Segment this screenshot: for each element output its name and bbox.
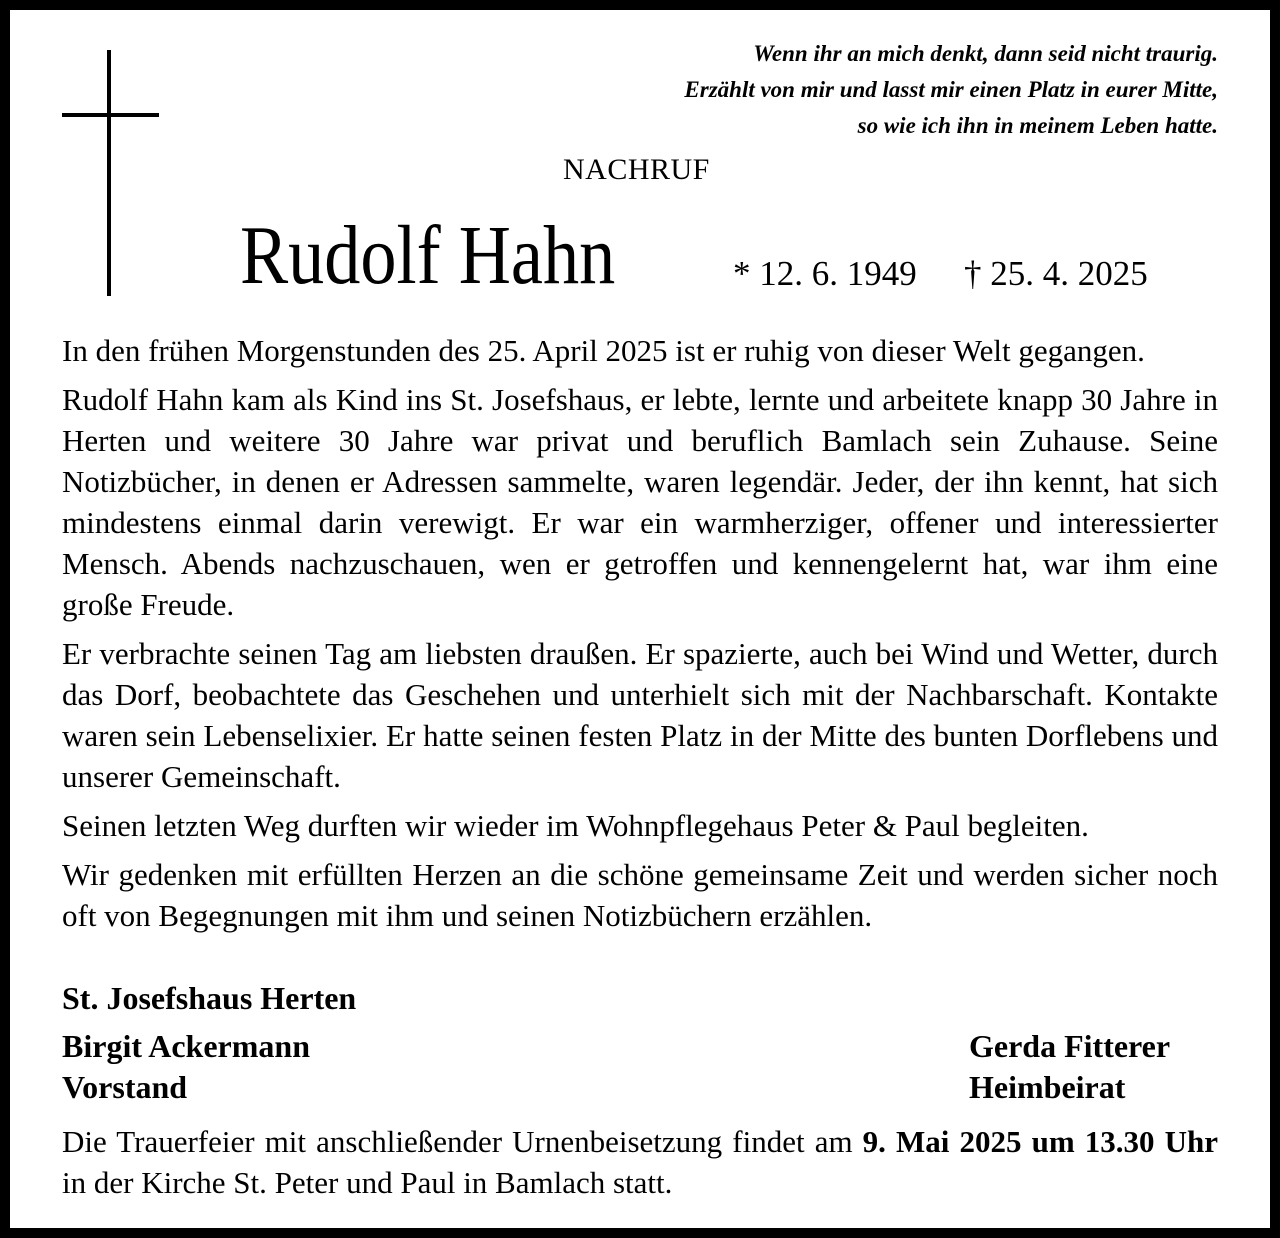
cross-horizontal-bar (62, 113, 159, 117)
paragraph: Er verbrachte seinen Tag am liebsten draußen. Er spazierte, auch bei Wind und Wetter, durch das Dorf, beobachtete das Geschehen und unterhielt sich mit der Nachbarschaft. Kontakte waren sein Lebenselixier. Er hatte seinen festen Platz in der Mitte des bunten Dorflebens und unserer Gemeinschaft. (62, 636, 1218, 794)
motto-line: Wenn ihr an mich denkt, dann seid nicht traurig. (753, 41, 1218, 66)
heading-nachruf: NACHRUF (563, 153, 710, 186)
death-date: † 25. 4. 2025 (964, 254, 1148, 293)
motto-line: so wie ich ihn in meinem Leben hatte. (857, 113, 1218, 138)
signature-left (62, 1026, 310, 1108)
paragraph: Seinen letzten Weg durften wir wieder im Wohnpflegehaus Peter & Paul begleiten. (62, 808, 1089, 843)
funeral-date: 9. Mai 2025 (862, 1124, 1022, 1159)
motto-line: Erzählt von mir und lasst mir einen Platz in eurer Mitte, (684, 77, 1218, 102)
funeral-notice (62, 1121, 1218, 1203)
paragraph: Wir gedenken mit erfüllten Herzen an die schöne gemeinsame Zeit und werden sicher noch oft von Begegnungen mit ihm und seinen Notizbüchern erzählen. (62, 857, 1218, 933)
signature-organization: St. Josefshaus Herten (62, 980, 357, 1016)
motto-verse (684, 36, 1218, 144)
signatory-name: Birgit Ackermann (62, 1028, 310, 1064)
signatory-role: Vorstand (62, 1069, 188, 1105)
funeral-time: um 13.30 Uhr (1031, 1124, 1219, 1159)
funeral-text: in der Kirche St. Peter und Paul in Bamlach statt. (62, 1165, 673, 1200)
cross-vertical-bar (107, 50, 111, 296)
paragraph: Rudolf Hahn kam als Kind ins St. Josefshaus, er lebte, lernte und arbeitete knapp 30 Jahre in Herten und weitere 30 Jahre war privat und beruflich Bamlach sein Zuhause. Seine Notizbücher, in denen er Adressen sammelte, waren legendär. Jeder, der ihn kennt, hat sich mindestens einmal darin verewigt. Er war ein warmherziger, offener und interessierter Mensch. Abends nachzuschauen, wen er getroffen und kennengelernt hat, war ihm eine große Freude. (62, 382, 1218, 622)
signatory-role: Heimbeirat (969, 1069, 1126, 1105)
birth-date: * 12. 6. 1949 (733, 254, 917, 293)
signatory-name: Gerda Fitterer (969, 1028, 1171, 1064)
paragraph: In den frühen Morgenstunden des 25. April 2025 ist er ruhig von dieser Welt gegangen. (62, 333, 1145, 368)
obituary-body (62, 330, 1218, 944)
signature-right (969, 1026, 1170, 1108)
funeral-text: Die Trauerfeier mit anschließender Urnenbeisetzung findet am (62, 1124, 863, 1159)
deceased-name: Rudolf Hahn (240, 209, 616, 302)
